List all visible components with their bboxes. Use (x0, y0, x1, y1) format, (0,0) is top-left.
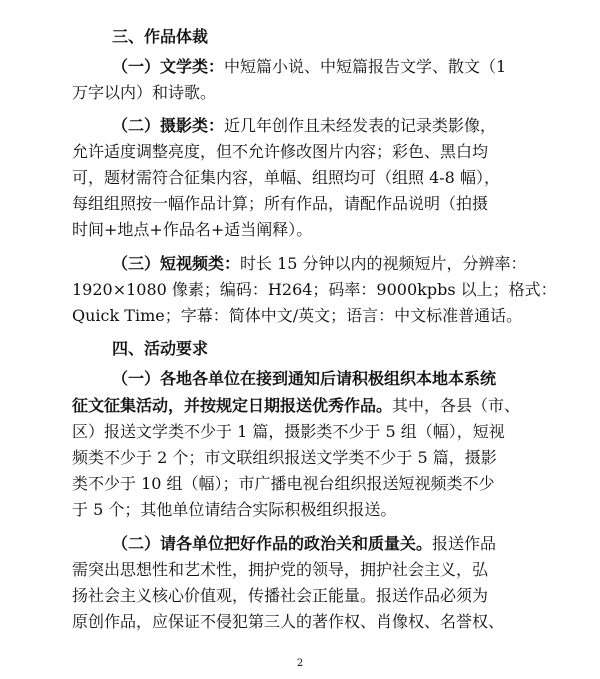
requirement-1-line-2: 征文征集活动，并按规定日期报送优秀作品。其中，各县（市、 (72, 396, 521, 415)
video-paragraph-line-2: 1920×1080 像素；编码：H264；码率：9000kpbs 以上；格式： (72, 280, 557, 299)
photo-paragraph-line-5: 时间+地点+作品名+适当阐释）。 (72, 220, 313, 239)
photo-text: 近几年创作且未经发表的记录类影像， (224, 116, 497, 135)
video-text: 时长 15 分钟以内的视频短片，分辨率： (240, 254, 527, 273)
literature-paragraph-line-1 (0, 57, 600, 77)
photo-paragraph-line-2: 允许适度调整亮度，但不允许修改图片内容；彩色、黑白均 (72, 142, 489, 161)
video-label: （三）短视频类： (112, 254, 241, 273)
page-number: 2 (296, 658, 304, 669)
requirement-2-line-3: 扬社会主义核心价值观，传播社会正能量。报送作品必须为 (72, 586, 489, 605)
requirement-2-line-1: （二）请各单位把好作品的政治关和质量关。报送作品 (112, 534, 497, 553)
video-paragraph-line-1 (0, 254, 600, 274)
requirement-1-line-1: （一）各地各单位在接到通知后请积极组织本地本系统 (112, 369, 497, 388)
section-4-heading: 四、活动要求 (112, 339, 209, 358)
requirement-1-line-3: 区）报送文学类不少于 1 篇，摄影类不少于 5 组（幅），短视 (72, 422, 505, 441)
requirement-2-emphasis: （二）请各单位把好作品的政治关和质量关。 (112, 534, 433, 553)
requirement-1-emphasis: 征文征集活动，并按规定日期报送优秀作品。 (72, 396, 393, 415)
literature-label: （一）文学类： (112, 57, 225, 76)
requirement-1-line-5: 类不少于 10 组（幅）；市广播电视台组织报送短视频类不少 (72, 474, 495, 493)
video-paragraph-line-3: Quick Time；字幕：简体中文/英文；语言：中文标准普通话。 (72, 306, 523, 325)
section-3-heading: 三、作品体裁 (112, 27, 209, 46)
literature-paragraph-line-2: 万字以内）和诗歌。 (72, 83, 217, 102)
requirement-1-line-6: 于 5 个；其他单位请结合实际积极组织报送。 (72, 500, 397, 519)
photo-paragraph-line-3: 可，题材需符合征集内容，单幅、组照均可（组照 4-8 幅）， (72, 168, 500, 187)
requirement-2-line-4: 原创作品，应保证不侵犯第三人的著作权、肖像权、名誉权、 (72, 612, 505, 631)
photo-paragraph-line-1 (0, 116, 600, 136)
literature-text: 中短篇小说、中短篇报告文学、散文（1 (224, 57, 507, 76)
photo-label: （二）摄影类： (112, 116, 225, 135)
photo-paragraph-line-4: 每组组照按一幅作品计算；所有作品，请配作品说明（拍摄 (72, 194, 489, 213)
requirement-2-line-2: 需突出思想性和艺术性，拥护党的领导，拥护社会主义，弘 (72, 560, 489, 579)
requirement-1-line-4: 频类不少于 2 个；市文联组织报送文学类不少于 5 篇，摄影 (72, 448, 497, 467)
